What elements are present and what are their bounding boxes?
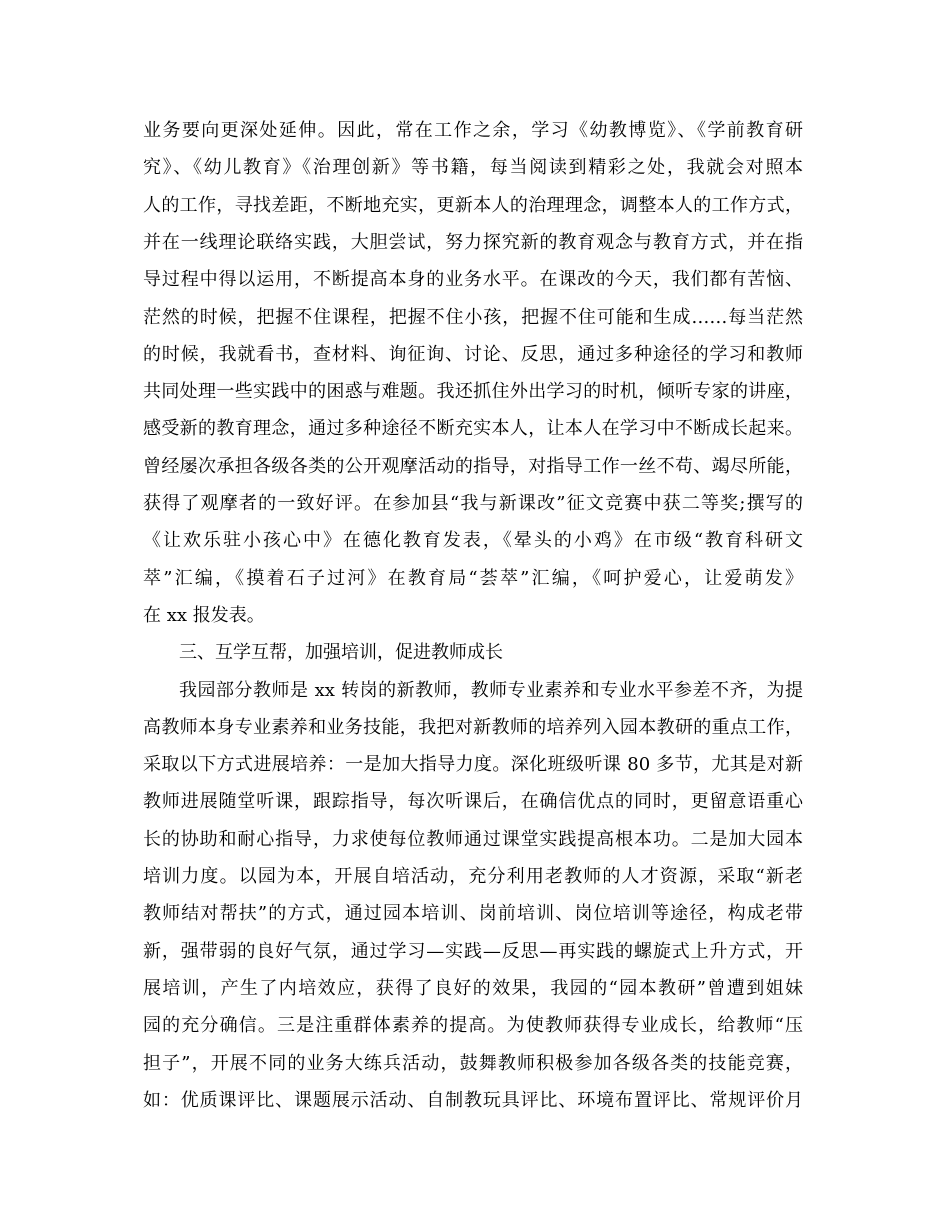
paragraph-line: 感受新的教育理念，通过多种途径不断充实本人，让本人在学习中不断成长起来。: [143, 418, 803, 439]
paragraph-line: 人的工作，寻找差距，不断地充实，更新本人的治理理念，调整本人的工作方式，: [143, 195, 803, 216]
paragraph-line: 导过程中得以运用，不断提高本身的业务水平。在课改的今天，我们都有苦恼、: [143, 269, 803, 290]
paragraph-line: 培训力度。以园为本，开展自培活动，充分利用老教师的人才资源，采取“新老: [143, 866, 803, 887]
paragraph-line: 萃”汇编，《摸着石子过河》在教育局“荟萃”汇编，《呵护爱心，让爱萌发》: [143, 568, 803, 589]
paragraph-line: 业务要向更深处延伸。因此，常在工作之余，学习《幼教博览》、《学前教育研: [143, 120, 803, 141]
section-heading: 三、互学互帮，加强培训，促进教师成长: [179, 642, 503, 663]
paragraph-line: 究》、《幼儿教育》《治理创新》等书籍，每当阅读到精彩之处，我就会对照本: [143, 157, 803, 178]
paragraph-line: 高教师本身专业素养和业务技能，我把对新教师的培养列入园本教研的重点工作，: [143, 717, 803, 738]
paragraph-line: 担子”，开展不同的业务大练兵活动，鼓舞教师积极参加各级各类的技能竞赛，: [143, 1053, 803, 1074]
paragraph-line: 如：优质课评比、课题展示活动、自制教玩具评比、环境布置评比、常规评价月: [143, 1090, 803, 1111]
paragraph-line: 曾经屡次承担各级各类的公开观摩活动的指导，对指导工作一丝不苟、竭尽所能，: [143, 456, 803, 477]
paragraph-line: 共同处理一些实践中的困惑与难题。我还抓住外出学习的时机，倾听专家的讲座，: [143, 381, 803, 402]
paragraph-line: 我园部分教师是 xx 转岗的新教师，教师专业素养和专业水平参差不齐，为提: [179, 680, 803, 701]
paragraph-line: 并在一线理论联络实践，大胆尝试，努力探究新的教育观念与教育方式，并在指: [143, 232, 803, 253]
paragraph-line: 茫然的时候，把握不住课程，把握不住小孩，把握不住可能和生成……每当茫然: [143, 307, 803, 328]
paragraph-line: 教师进展随堂听课，跟踪指导，每次听课后，在确信优点的同时，更留意语重心: [143, 791, 803, 812]
paragraph-line: 在 xx 报发表。: [143, 605, 265, 626]
paragraph-line: 展培训，产生了内培效应，获得了良好的效果，我园的“园本教研”曾遭到姐妹: [143, 978, 803, 999]
paragraph-line: 新，强带弱的良好气氛，通过学习—实践—反思—再实践的螺旋式上升方式，开: [143, 941, 803, 962]
paragraph-line: 长的协助和耐心指导，力求使每位教师通过课堂实践提高根本功。二是加大园本: [143, 829, 803, 850]
paragraph-line: 获得了观摩者的一致好评。在参加县“我与新课改”征文竞赛中获二等奖;撰写的: [143, 493, 803, 514]
paragraph-line: 的时候，我就看书，查材料、询征询、讨论、反思，通过多种途径的学习和教师: [143, 344, 803, 365]
paragraph-line: 园的充分确信。三是注重群体素养的提高。为使教师获得专业成长，给教师“压: [143, 1015, 803, 1036]
paragraph-line: 采取以下方式进展培养：一是加大指导力度。深化班级听课 80 多节，尤其是对新: [143, 754, 803, 775]
paragraph-line: 教师结对帮扶”的方式，通过园本培训、岗前培训、岗位培训等途径，构成老带: [143, 903, 803, 924]
paragraph-line: 《让欢乐驻小孩心中》在德化教育发表，《晕头的小鸡》在市级“教育科研文: [143, 530, 803, 551]
